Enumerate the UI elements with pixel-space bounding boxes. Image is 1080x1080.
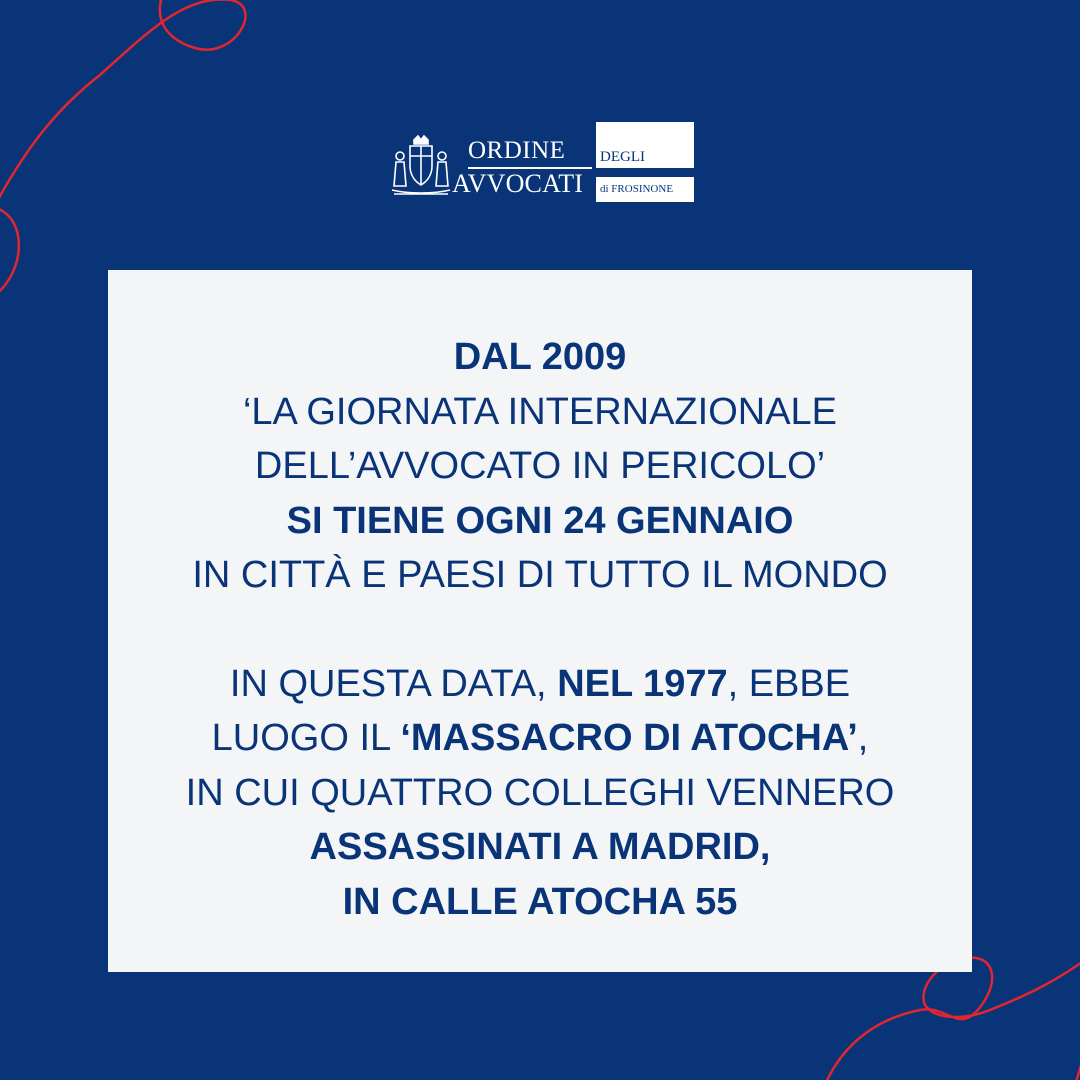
message-line-9: ASSASSINATI A MADRID, [309, 826, 771, 868]
message-line-7-part-a: LUOGO IL [211, 717, 401, 759]
coat-of-arms-icon [388, 132, 454, 198]
message-line-6-part-b: NEL 1977 [557, 662, 728, 705]
paragraph-gap [108, 603, 972, 657]
message-line-1: DAL 2009 [453, 336, 627, 378]
message-line-7-part-b: ‘MASSACRO DI ATOCHA’ [400, 717, 858, 759]
ordine-avvocati-frosinone-logo [388, 122, 694, 202]
left-edge-squiggle [0, 205, 19, 295]
message-line-7 [108, 711, 972, 766]
message-line-3: DELL’AVVOCATO IN PERICOLO’ [254, 445, 826, 487]
message-text [108, 330, 972, 929]
logo-label-box [596, 122, 694, 202]
message-line-5: IN CITTÀ E PAESI DI TUTTO IL MONDO [192, 554, 888, 596]
message-line-6-part-c: , EBBE [727, 662, 851, 705]
logo-frosinone-text: di FROSINONE [600, 183, 674, 195]
message-line-4: SI TIENE OGNI 24 GENNAIO [286, 499, 794, 542]
logo-degli-text: DEGLI [600, 149, 645, 165]
logo-frosinone-box [596, 177, 694, 202]
message-line-6 [108, 657, 972, 712]
top-left-squiggle [0, 0, 245, 205]
bottom-right-squiggle [825, 958, 1080, 1080]
message-line-10: IN CALLE ATOCHA 55 [342, 880, 738, 923]
message-line-2: ‘LA GIORNATA INTERNAZIONALE [242, 390, 838, 433]
logo-avvocati-text: AVVOCATI [452, 169, 584, 198]
message-line-8: IN CUI QUATTRO COLLEGHI VENNERO [185, 771, 895, 814]
bottom-right-tail [1075, 1055, 1080, 1080]
message-line-7-part-c: , [857, 717, 869, 759]
logo-degli-box [596, 122, 694, 168]
message-card [108, 270, 972, 972]
message-line-6-part-a: IN QUESTA DATA, [229, 662, 558, 705]
logo-ordine-text: ORDINE [468, 137, 566, 164]
